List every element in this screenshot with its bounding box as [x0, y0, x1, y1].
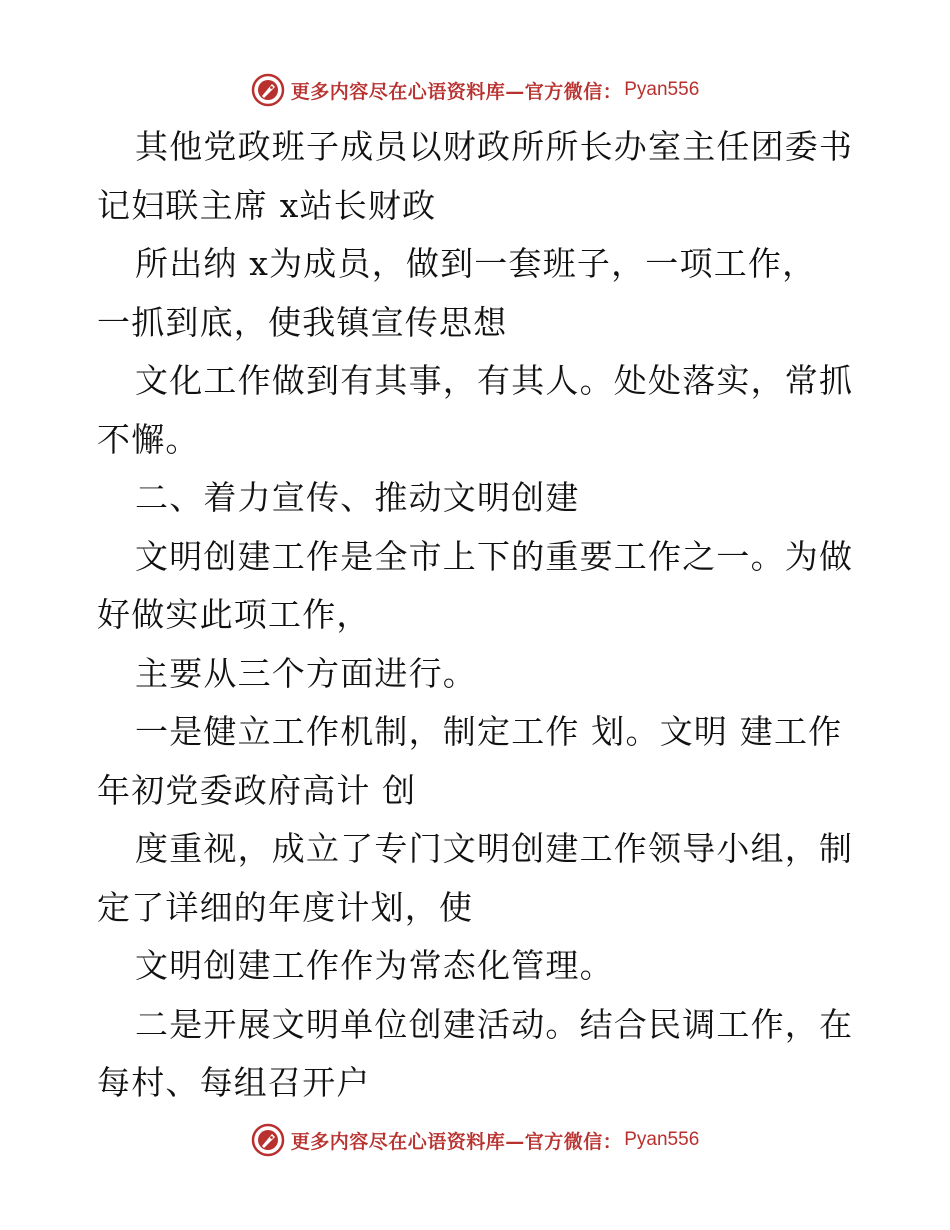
header-watermark — [0, 70, 950, 110]
text-line: 主要从三个方面进行。 — [135, 653, 477, 693]
text-line: 文化工作做到有其事，有其人。处处落实，常抓 — [135, 361, 854, 400]
text-line: 一抓到底，使我镇宣传思想 — [97, 302, 508, 342]
watermark-text: 更多内容尽在心语资料库—官方微信： — [290, 1130, 623, 1153]
text-line: 定了详细的年度计划，使 — [97, 887, 474, 927]
text-line: 其他党政班子成员以财政所所长办室主任团委书 — [135, 127, 854, 166]
text-line: 度重视，成立了专门文明创建工作领导小组，制 — [135, 829, 854, 868]
pen-nib-circle-icon — [251, 73, 285, 107]
watermark-contact: Pyan556 — [624, 1129, 700, 1150]
text-line: 不懈。 — [97, 419, 200, 459]
watermark-contact: Pyan556 — [624, 79, 700, 100]
section-heading: 二、着力宣传、推动文明创建 — [135, 478, 580, 517]
text-line: 每村、每组召开户 — [97, 1063, 371, 1102]
footer-watermark — [0, 1120, 950, 1160]
text-line: 一是健立工作机制，制定工作 划。文明 建工作 — [135, 712, 843, 751]
pen-nib-circle-icon — [251, 1123, 285, 1157]
text-line: 所出纳 x为成员，做到一套班子，一项工作， — [135, 244, 817, 283]
body-text — [97, 118, 857, 1113]
watermark-text: 更多内容尽在心语资料库—官方微信： — [290, 80, 623, 103]
text-line: 记妇联主席 x站长财政 — [97, 185, 437, 225]
text-line: 好做实此项工作， — [97, 595, 371, 634]
text-line: 二是开展文明单位创建活动。结合民调工作，在 — [135, 1004, 854, 1044]
text-line: 文明创建工作是全市上下的重要工作之一。为做 — [135, 536, 854, 576]
text-line: 文明创建工作作为常态化管理。 — [135, 946, 614, 985]
text-line: 年初党委政府高计 创 — [97, 770, 417, 810]
